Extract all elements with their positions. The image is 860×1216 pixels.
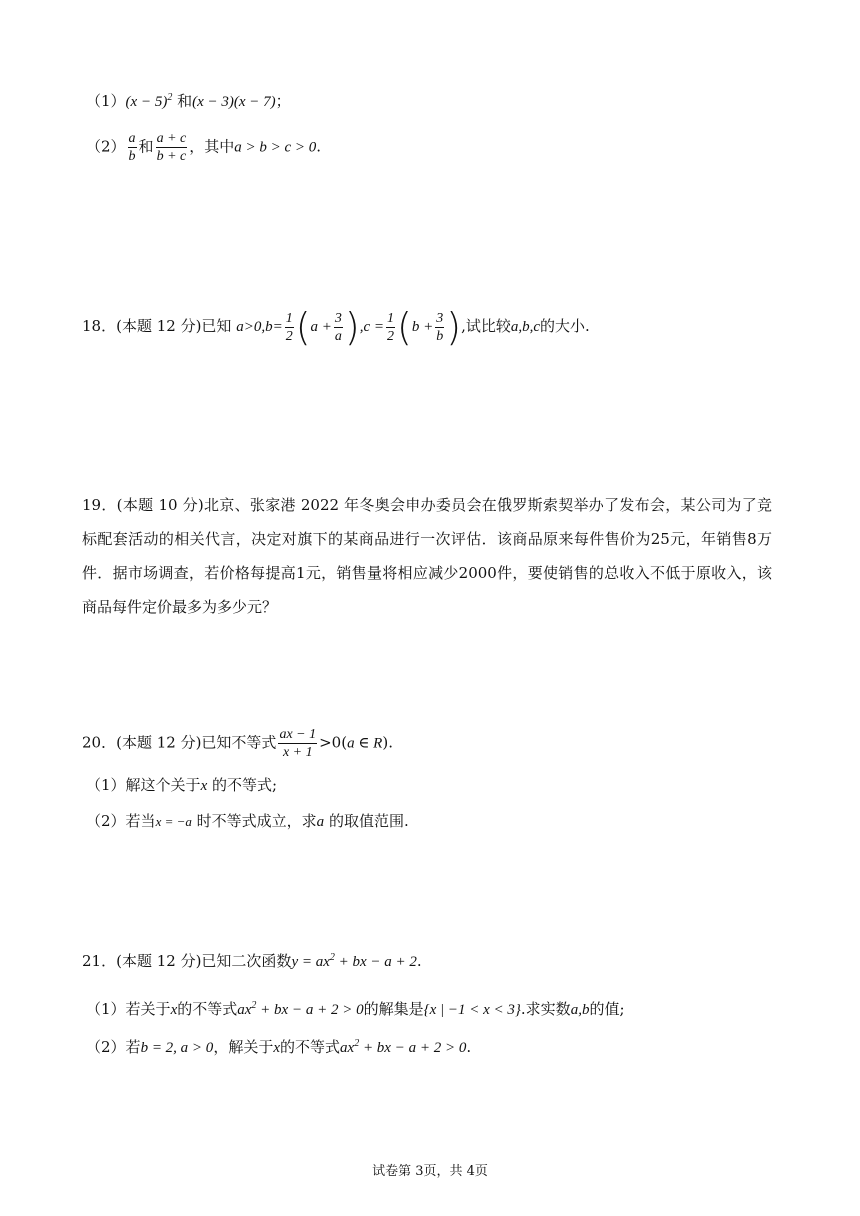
denominator: b + c [156, 149, 187, 164]
variable: x [273, 1040, 280, 1056]
left-paren: ( [397, 305, 412, 349]
fraction-inequality [278, 726, 317, 761]
part-mid: 时不等式成立，求 [191, 812, 317, 830]
exponent: 2 [354, 1038, 360, 1049]
variable: x [200, 778, 208, 794]
right-paren: ) [446, 305, 462, 349]
condition-prefix: ，其中 [189, 137, 235, 156]
q17-part1 [86, 90, 291, 111]
end-mark: ； [275, 92, 291, 110]
part-mid2: 的不等式 [280, 1038, 341, 1056]
denominator: b [436, 328, 444, 344]
denominator: x + 1 [282, 745, 313, 760]
numerator: 1 [285, 310, 293, 326]
question-number: 18． [82, 317, 117, 335]
solution-set: {x | −1 < x < 3} [423, 1002, 521, 1018]
inequality-b: + bx − a + 2 > 0 [359, 1040, 467, 1056]
function-a: y = ax [291, 954, 330, 970]
question-score: (本题 12 分) [116, 317, 202, 335]
fraction-3-over-b [435, 310, 444, 345]
denominator: a [334, 328, 342, 344]
q17-part2 [86, 130, 321, 165]
part-mid: 的不等式 [177, 1000, 238, 1018]
part-label: （2） [86, 137, 126, 156]
variables: a,b,c [510, 319, 541, 335]
part-label: （1） [86, 1000, 126, 1018]
question-score: (本题 10 分) [116, 496, 204, 514]
function-b: + bx − a + 2 [334, 954, 417, 970]
conjunction: 和 [177, 92, 193, 110]
fraction-half [285, 310, 294, 345]
question-number: 21． [82, 952, 117, 970]
expr-rhs: (x − 3)(x − 7) [192, 94, 276, 110]
inner-expr-2: b + [411, 319, 434, 335]
question-19 [82, 488, 772, 624]
exponent: 2 [329, 952, 335, 963]
fraction-a-over-b [128, 130, 137, 165]
right-paren: ) [344, 305, 360, 349]
numerator: a [128, 131, 136, 146]
question-18 [82, 305, 590, 349]
part-label: （2） [86, 1038, 126, 1056]
part-post: 的取值范围. [324, 812, 409, 830]
post-text: ,试比较 [461, 317, 511, 335]
exponent: 2 [251, 1000, 257, 1011]
question-score: (本题 12 分) [116, 952, 202, 970]
part-mid3: .求实数 [520, 1000, 571, 1018]
q20-part1 [86, 774, 277, 795]
part-label: （2） [86, 812, 126, 830]
question-pre: 已知不等式 [201, 733, 277, 752]
part-post: 的不等式; [207, 776, 278, 794]
question-20 [82, 726, 393, 761]
part-pre: 若关于 [125, 1000, 171, 1018]
inner-expr-1: a + [310, 319, 332, 335]
part-end: . [466, 1038, 472, 1056]
question-number: 19． [82, 496, 117, 514]
numerator: 3 [436, 310, 444, 326]
condition: b = 2, a > 0 [140, 1040, 214, 1056]
fraction-half-2 [386, 310, 395, 345]
numerator: a + c [156, 131, 187, 146]
numerator: ax − 1 [279, 727, 317, 742]
end-text: 的大小. [540, 317, 590, 335]
condition: a>0,b= [236, 319, 283, 335]
part-label: （1） [86, 92, 126, 110]
end-mark: . [416, 952, 422, 970]
variable: x [170, 1002, 178, 1018]
part-pre: 若当 [125, 812, 156, 830]
end-mark: . [316, 137, 322, 156]
q20-part2 [86, 810, 409, 831]
numerator: 1 [387, 310, 395, 326]
part-mid2: 的解集是 [363, 1000, 424, 1018]
inequality-b: + bx − a + 2 > 0 [256, 1002, 364, 1018]
denominator: 2 [285, 328, 293, 344]
post-text: >0( [319, 733, 348, 752]
variable: a [316, 814, 325, 830]
conjunction: 和 [138, 137, 154, 156]
question-score: (本题 12 分) [116, 733, 202, 752]
inequality-a: ax [237, 1002, 252, 1018]
inequality-a: ax [340, 1040, 355, 1056]
part-pre: 若 [125, 1038, 141, 1056]
question-pre: 已知 [201, 317, 232, 335]
denominator: 2 [387, 328, 395, 344]
question-number: 20． [82, 733, 117, 752]
part-mid: ，解关于 [213, 1038, 274, 1056]
question-pre: 已知二次函数 [201, 952, 292, 970]
part-end: 的值; [589, 1000, 625, 1018]
page-footer: 试卷第 3页，共 4页 [372, 1164, 488, 1179]
condition: a > b > c > 0 [234, 139, 317, 156]
numerator: 3 [334, 310, 342, 326]
mid-expr: ,c = [359, 319, 385, 335]
condition: x = −a [155, 814, 192, 829]
part-label: （1） [86, 776, 126, 794]
expr-lhs: (x − 5) [125, 94, 168, 110]
exponent: 2 [167, 92, 173, 103]
q21-part2 [86, 1036, 471, 1057]
variables: a,b [570, 1002, 590, 1018]
part-pre: 解这个关于 [125, 776, 201, 794]
question-21 [82, 950, 422, 971]
fraction-3-over-a [334, 310, 343, 345]
q21-part1 [86, 998, 625, 1019]
condition: a ∈ R [347, 735, 383, 752]
question-text: 北京、张家港 2022 年冬奥会申办委员会在俄罗斯索契举办了发布会，某公司为了竞标配套活动的相关代言，决定对旗下的某商品进行一次评估．该商品原来每件售价为25元，年销售8万件．据市场调查，若价格每提高1元，销售量将相应减少2000件，要使销售的总收入不低于原收入，该商品每件定价最多为多少元？ [82, 496, 773, 616]
fraction-ac-over-bc [156, 130, 188, 165]
left-paren: ( [295, 305, 311, 349]
end-text: ). [382, 733, 393, 752]
denominator: b [128, 149, 136, 164]
